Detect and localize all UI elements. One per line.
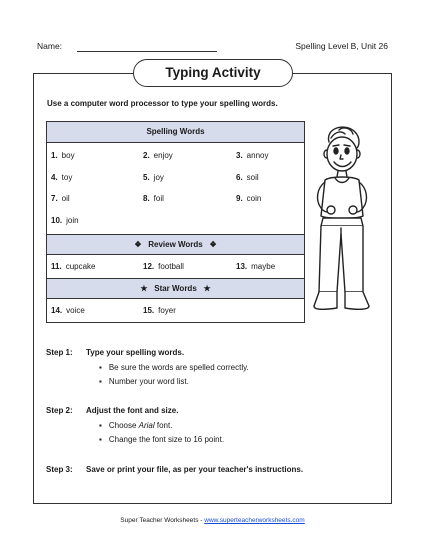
level-label: Spelling Level B, Unit 26 bbox=[295, 41, 388, 51]
word-item: 2. enjoy bbox=[143, 151, 173, 160]
word-item: 10. join bbox=[51, 216, 79, 225]
worksheet-header bbox=[37, 41, 388, 55]
step-1-bullet: ▪ Be sure the words are spelled correctly. bbox=[99, 363, 249, 372]
word-item: 4. toy bbox=[51, 173, 73, 182]
word-item: 15. foyer bbox=[143, 306, 176, 315]
step-2: Step 2: Adjust the font and size. bbox=[46, 406, 179, 415]
step-2-bullet: ▪ Choose Arial font. bbox=[99, 421, 172, 430]
star-icon: ★ bbox=[140, 284, 148, 293]
review-words-heading: ❖ Review Words ❖ bbox=[47, 234, 304, 255]
word-item: 11. cupcake bbox=[51, 262, 96, 271]
spelling-words-heading: Spelling Words bbox=[47, 122, 304, 143]
star-icon: ★ bbox=[203, 284, 211, 293]
page-title: Typing Activity bbox=[133, 59, 293, 87]
word-item: 5. joy bbox=[143, 173, 164, 182]
footer-link[interactable]: www.superteacherworksheets.com bbox=[204, 517, 305, 524]
diamond-icon: ❖ bbox=[209, 240, 217, 249]
step-2-bullet: ▪ Change the font size to 16 point. bbox=[99, 435, 224, 444]
step-1: Step 1: Type your spelling words. bbox=[46, 348, 185, 357]
word-item: 7. oil bbox=[51, 194, 70, 203]
word-item: 3. annoy bbox=[236, 151, 269, 160]
step-3: Step 3: Save or print your file, as per your teacher's instructions. bbox=[46, 465, 304, 474]
footer-text: Super Teacher Worksheets - bbox=[120, 517, 205, 524]
diamond-icon: ❖ bbox=[134, 240, 142, 249]
steps-section bbox=[46, 348, 366, 488]
word-item: 14. voice bbox=[51, 306, 85, 315]
word-item: 9. coin bbox=[236, 194, 262, 203]
word-item: 8. foil bbox=[143, 194, 164, 203]
footer bbox=[0, 517, 425, 524]
word-item: 12. football bbox=[143, 262, 184, 271]
boy-illustration bbox=[311, 124, 373, 320]
instruction-text: Use a computer word processor to type your spelling words. bbox=[47, 99, 278, 108]
name-label: Name: bbox=[37, 41, 63, 51]
words-table bbox=[46, 121, 305, 323]
name-line bbox=[77, 51, 217, 52]
word-item: 13. maybe bbox=[236, 262, 276, 271]
star-words-heading: ★ Star Words ★ bbox=[47, 278, 304, 299]
word-item: 1. boy bbox=[51, 151, 75, 160]
step-1-bullet: ▪ Number your word list. bbox=[99, 377, 189, 386]
word-item: 6. soil bbox=[236, 173, 259, 182]
